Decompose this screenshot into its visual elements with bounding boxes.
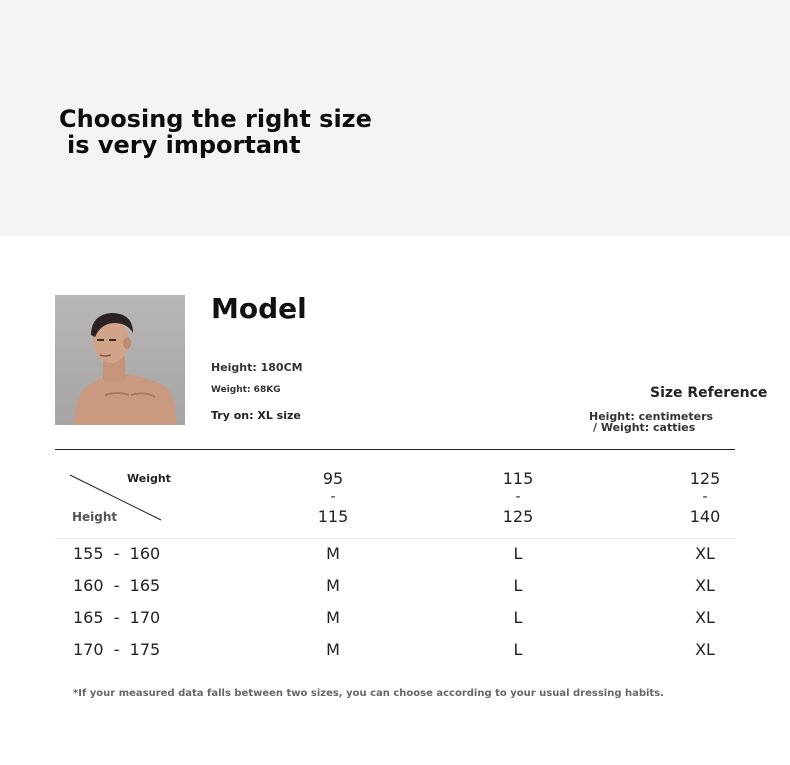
size-cell: XL (695, 640, 715, 659)
size-cell: M (326, 576, 340, 595)
size-cell: L (513, 544, 523, 563)
size-cell: L (513, 640, 523, 659)
model-photo (55, 295, 185, 425)
size-footnote: *If your measured data falls between two sizes, you can choose according to your usual dressing habits. (73, 688, 664, 699)
size-cell: XL (695, 576, 715, 595)
model-title: Model (211, 292, 307, 325)
corner-weight-label: Weight (127, 472, 171, 485)
weight-range-col-1 (293, 469, 373, 526)
size-cell: M (326, 640, 340, 659)
model-weight: Weight: 68KG (211, 385, 281, 395)
weight-range-to: 140 (689, 507, 721, 526)
weight-range-sep: - (515, 489, 521, 505)
size-cell: M (326, 608, 340, 627)
weight-range-from: 115 (502, 469, 534, 488)
model-figure-icon (55, 295, 185, 425)
size-reference-units (589, 411, 713, 433)
weight-range-sep: - (330, 489, 336, 505)
weight-range-col-2 (478, 469, 558, 526)
units-weight: / Weight: catties (593, 421, 696, 434)
hero-title-line-2: is very important (67, 131, 301, 159)
height-range-row-1: 155 - 160 (73, 544, 161, 563)
weight-range-to: 115 (317, 507, 349, 526)
size-cell: M (326, 544, 340, 563)
weight-range-sep: - (702, 489, 708, 505)
weight-range-from: 125 (689, 469, 721, 488)
size-cell: XL (695, 544, 715, 563)
weight-range-from: 95 (322, 469, 344, 488)
size-reference-title: Size Reference (650, 385, 768, 401)
weight-range-to: 125 (502, 507, 534, 526)
size-cell: L (513, 576, 523, 595)
hero-title-line-1: Choosing the right size (59, 105, 372, 133)
height-range-row-2: 160 - 165 (73, 576, 161, 595)
units-height: Height: centimeters (589, 410, 714, 423)
height-range-row-3: 165 - 170 (73, 608, 161, 627)
model-try-on-size: Try on: XL size (211, 409, 301, 422)
hero-banner (0, 0, 790, 236)
size-cell: XL (695, 608, 715, 627)
height-range-row-4: 170 - 175 (73, 640, 161, 659)
size-cell: L (513, 608, 523, 627)
corner-height-label: Height (72, 510, 118, 524)
table-header-rule (55, 538, 735, 539)
hero-title (59, 106, 372, 158)
weight-range-col-3 (665, 469, 745, 526)
table-top-rule (55, 449, 735, 450)
model-height: Height: 180CM (211, 361, 303, 374)
